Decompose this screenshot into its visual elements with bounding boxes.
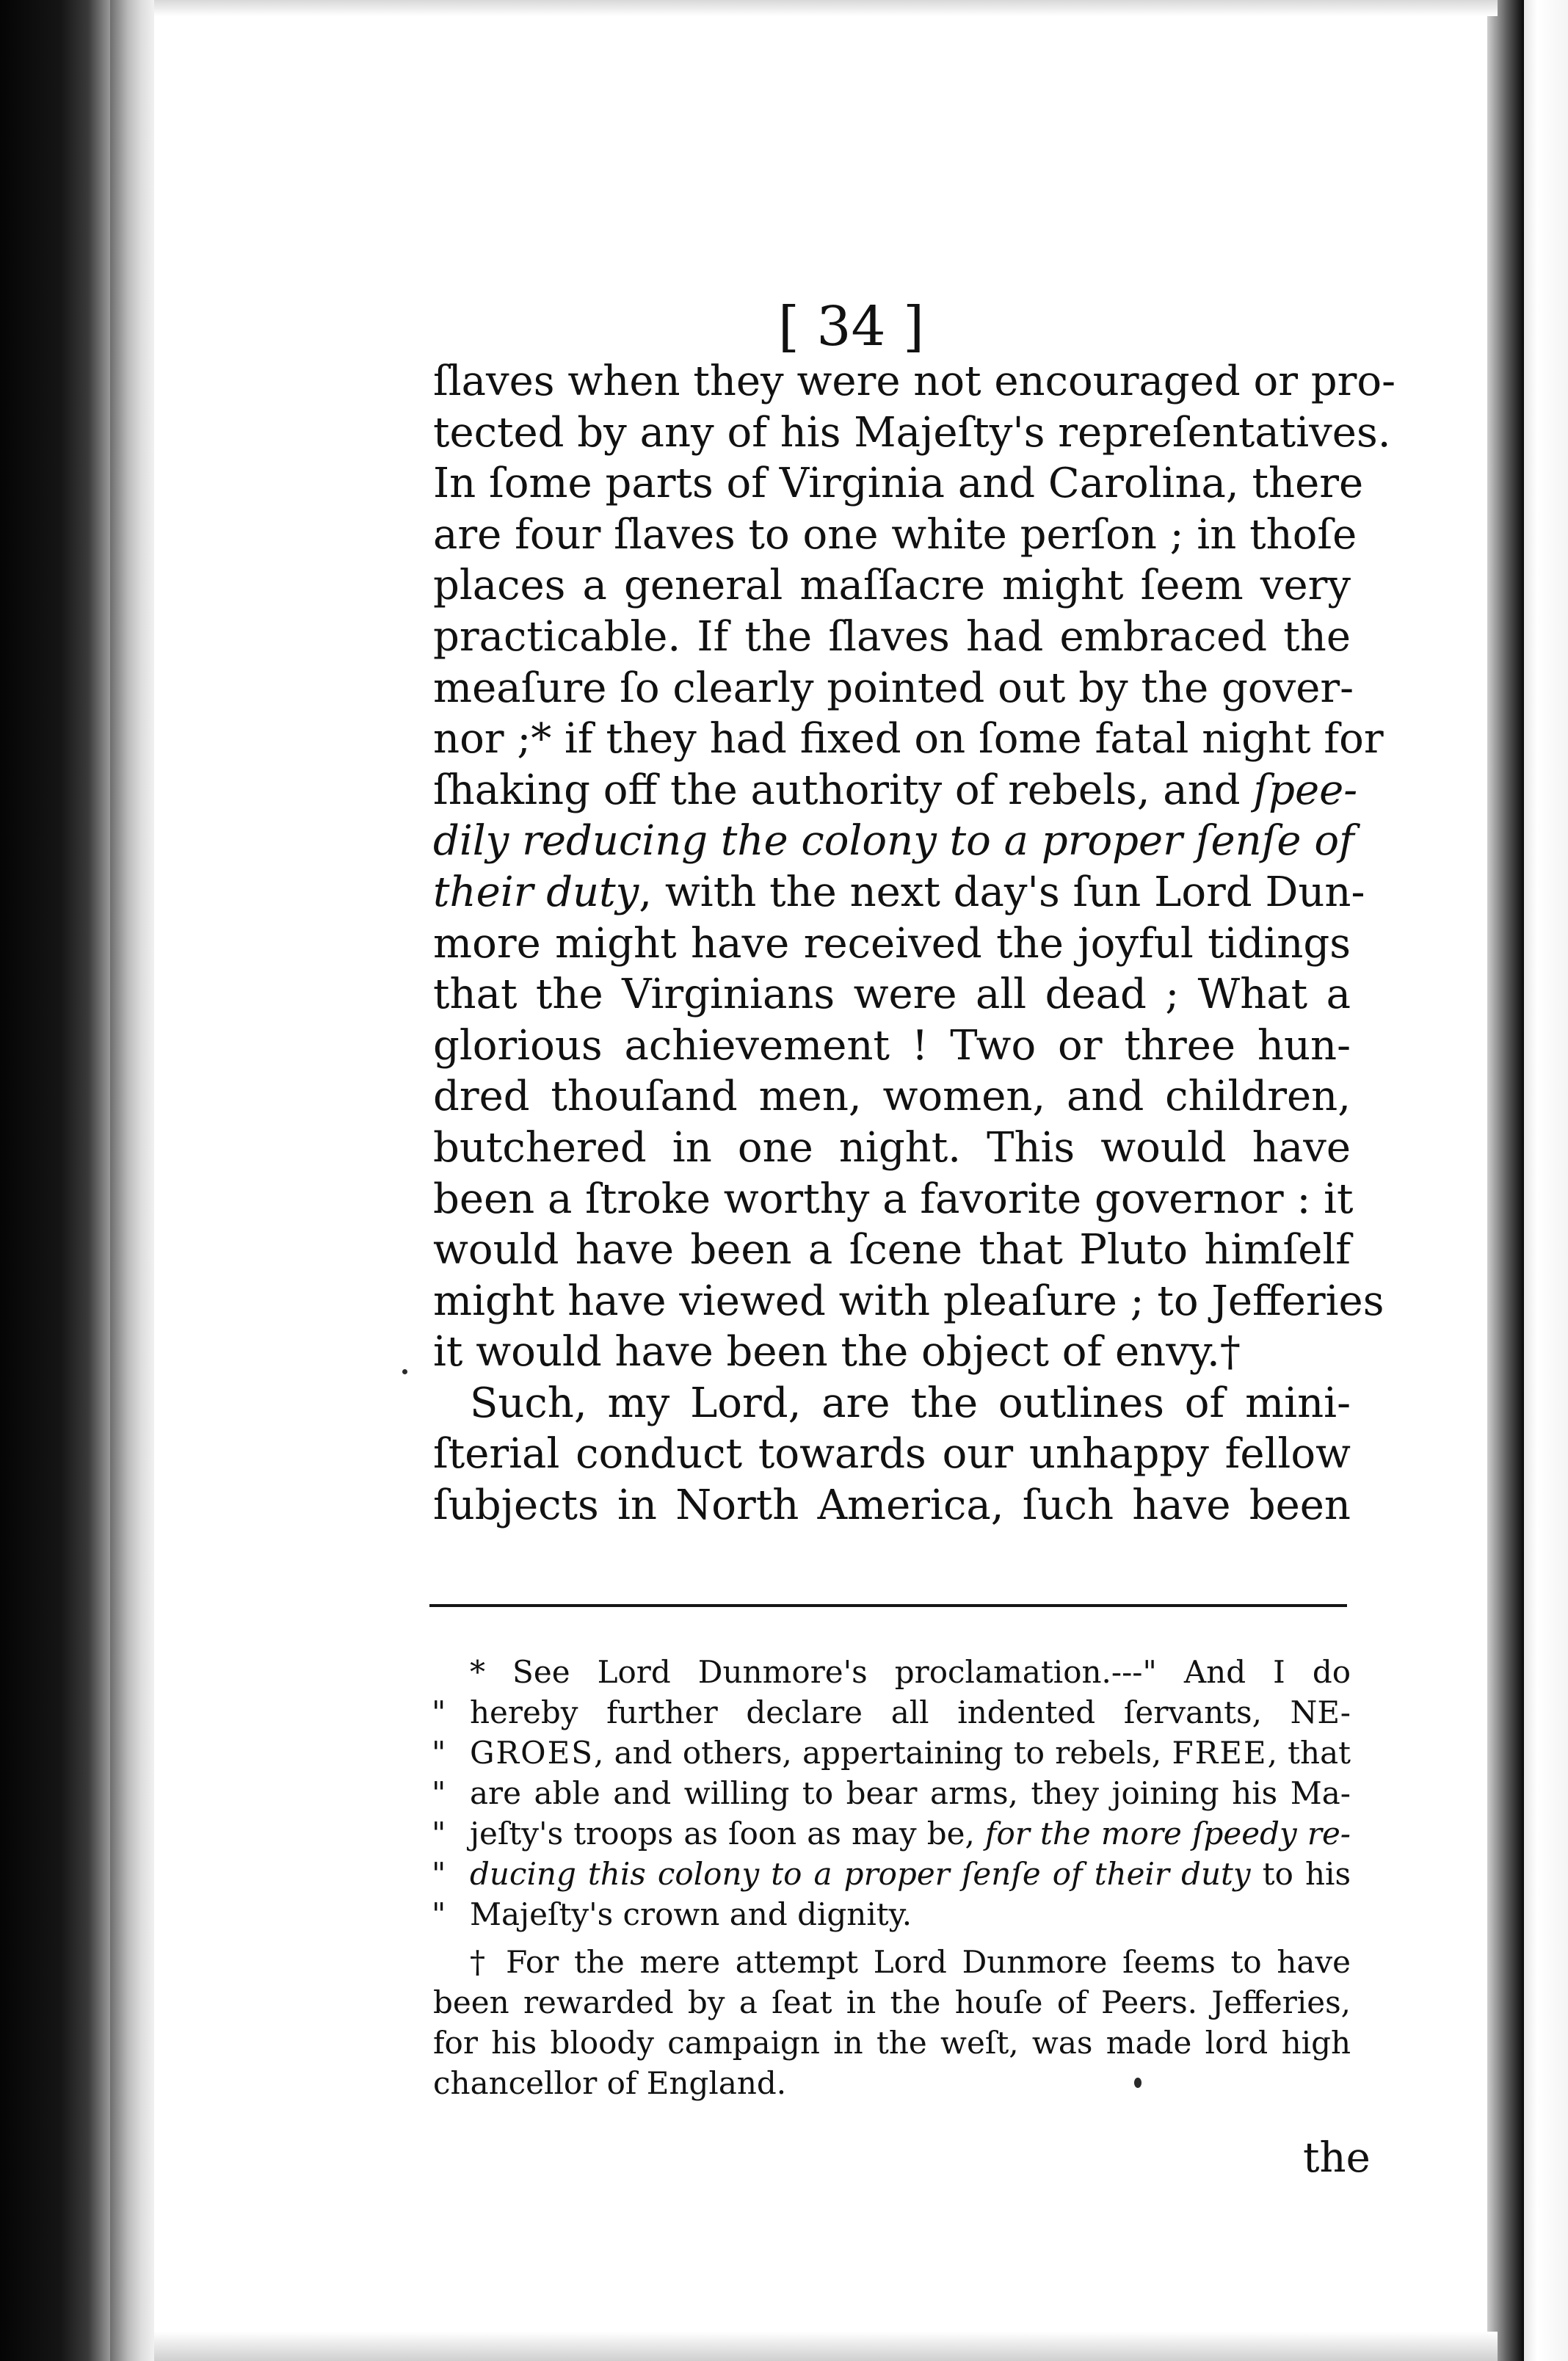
body-line-roman: ſhaking off the authority of rebels, and bbox=[433, 766, 1241, 814]
body-line: been a ſtroke worthy a favorite governor : it bbox=[433, 1175, 1354, 1223]
footnote-line: chancellor of England. bbox=[433, 2065, 787, 2101]
footnote-line: † For the mere attempt Lord Dunmore ſeems to have bbox=[470, 1944, 1351, 1980]
quote-mark: " bbox=[432, 1694, 446, 1730]
body-line: ſlaves when they were not encouraged or pro- bbox=[433, 358, 1396, 405]
footnote-line bbox=[433, 1894, 1351, 1934]
footnote-text: , that bbox=[1267, 1735, 1351, 1771]
footnote-line: * See Lord Dunmore's proclamation.---" And I do bbox=[470, 1654, 1351, 1690]
body-line: ſubjects in North America, ſuch have been bbox=[433, 1481, 1351, 1530]
footnotes bbox=[433, 1652, 1351, 2103]
quote-mark: " bbox=[432, 1856, 446, 1892]
footnote-text: are able and willing to bear arms, they joining his Ma- bbox=[470, 1775, 1351, 1811]
quote-mark: " bbox=[432, 1816, 446, 1852]
page-number: [ 34 ] bbox=[778, 295, 924, 358]
footnote-italic: ducing this colony to a proper ſenſe of their duty bbox=[470, 1856, 1251, 1892]
footnote-text: hereby further declare all indented ſervants, NE- bbox=[470, 1694, 1351, 1730]
body-line: might have viewed with pleaſure ; to Jefferies bbox=[433, 1277, 1384, 1325]
footnote-italic: for the more ſpeedy re- bbox=[984, 1816, 1351, 1852]
footnote-text: jeſty's troops as ſoon as may be, bbox=[470, 1816, 985, 1852]
body-line: would have been a ſcene that Pluto himſelf bbox=[433, 1226, 1351, 1274]
footnote-line bbox=[433, 1692, 1351, 1733]
page-top-edge bbox=[154, 0, 1498, 16]
quote-mark: " bbox=[432, 1775, 446, 1811]
footnote-smallcaps: FREE bbox=[1172, 1735, 1268, 1771]
footnote-line bbox=[433, 1733, 1351, 1773]
footnote-text: , and others, appertaining to rebels, bbox=[594, 1735, 1172, 1771]
body-line: meaſure ſo clearly pointed out by the gover- bbox=[433, 664, 1354, 712]
footnote-text: Majeſty's crown and dignity. bbox=[470, 1896, 912, 1932]
footnote-line bbox=[433, 1854, 1351, 1894]
body-line: In ſome parts of Virginia and Carolina, there bbox=[433, 460, 1364, 508]
footnote-rule bbox=[429, 1604, 1347, 1607]
body-line-italic: their duty bbox=[433, 868, 639, 916]
footnote-text: to his bbox=[1250, 1856, 1351, 1892]
page-bottom-edge bbox=[154, 2332, 1498, 2361]
page-gutter-left bbox=[110, 0, 154, 2361]
body-line-italic: ſpee- bbox=[1253, 766, 1358, 814]
body-line bbox=[433, 765, 1358, 816]
body-line: are four ſlaves to one white perſon ; in thoſe bbox=[433, 510, 1357, 559]
adjacent-page-edge bbox=[1524, 0, 1568, 2361]
body-line: butchered in one night. This would have bbox=[433, 1123, 1351, 1172]
footnote-line bbox=[433, 1813, 1351, 1854]
body-line: places a general maſſacre might ſeem very bbox=[433, 562, 1351, 610]
quote-mark: " bbox=[432, 1896, 446, 1932]
body-line: more might have received the joyful tidings bbox=[433, 919, 1351, 968]
footnote-line bbox=[433, 1773, 1351, 1813]
footnote-line: for his bloody campaign in the weſt, was made lord high bbox=[433, 2025, 1351, 2061]
binding-shadow-left bbox=[0, 0, 110, 2361]
body-line bbox=[433, 816, 1354, 867]
footnote-line: been rewarded by a ſeat in the houſe of Peers. Jefferies, bbox=[433, 1984, 1351, 2020]
body-line: Such, my Lord, are the outlines of mini- bbox=[470, 1379, 1351, 1427]
body-line: it would have been the object of envy.† bbox=[433, 1328, 1241, 1377]
catchword: the bbox=[1303, 2134, 1371, 2182]
quote-mark: " bbox=[432, 1735, 446, 1771]
body-line: dred thouſand men, women, and children, bbox=[433, 1073, 1351, 1121]
body-text bbox=[433, 356, 1396, 1531]
body-line-roman: , with the next day's ſun Lord Dun- bbox=[639, 868, 1365, 916]
footnote-smallcaps: GROES bbox=[470, 1735, 595, 1771]
body-line: that the Virginians were all dead ; What a bbox=[433, 971, 1351, 1019]
body-line-italic: dily reducing the colony to a proper ſenſe of bbox=[433, 817, 1354, 866]
body-line: tected by any of his Majeſty's repreſentatives. bbox=[433, 408, 1391, 457]
ink-speck bbox=[1134, 2078, 1141, 2088]
ink-speck bbox=[402, 1369, 407, 1374]
body-line: nor ;* if they had fixed on ſome fatal night for bbox=[433, 715, 1384, 764]
body-line bbox=[433, 867, 1365, 918]
body-line: practicable. If the ſlaves had embraced the bbox=[433, 612, 1351, 661]
body-line: ſterial conduct towards our unhappy fellow bbox=[433, 1430, 1351, 1479]
body-line: glorious achievement ! Two or three hun- bbox=[433, 1021, 1351, 1070]
